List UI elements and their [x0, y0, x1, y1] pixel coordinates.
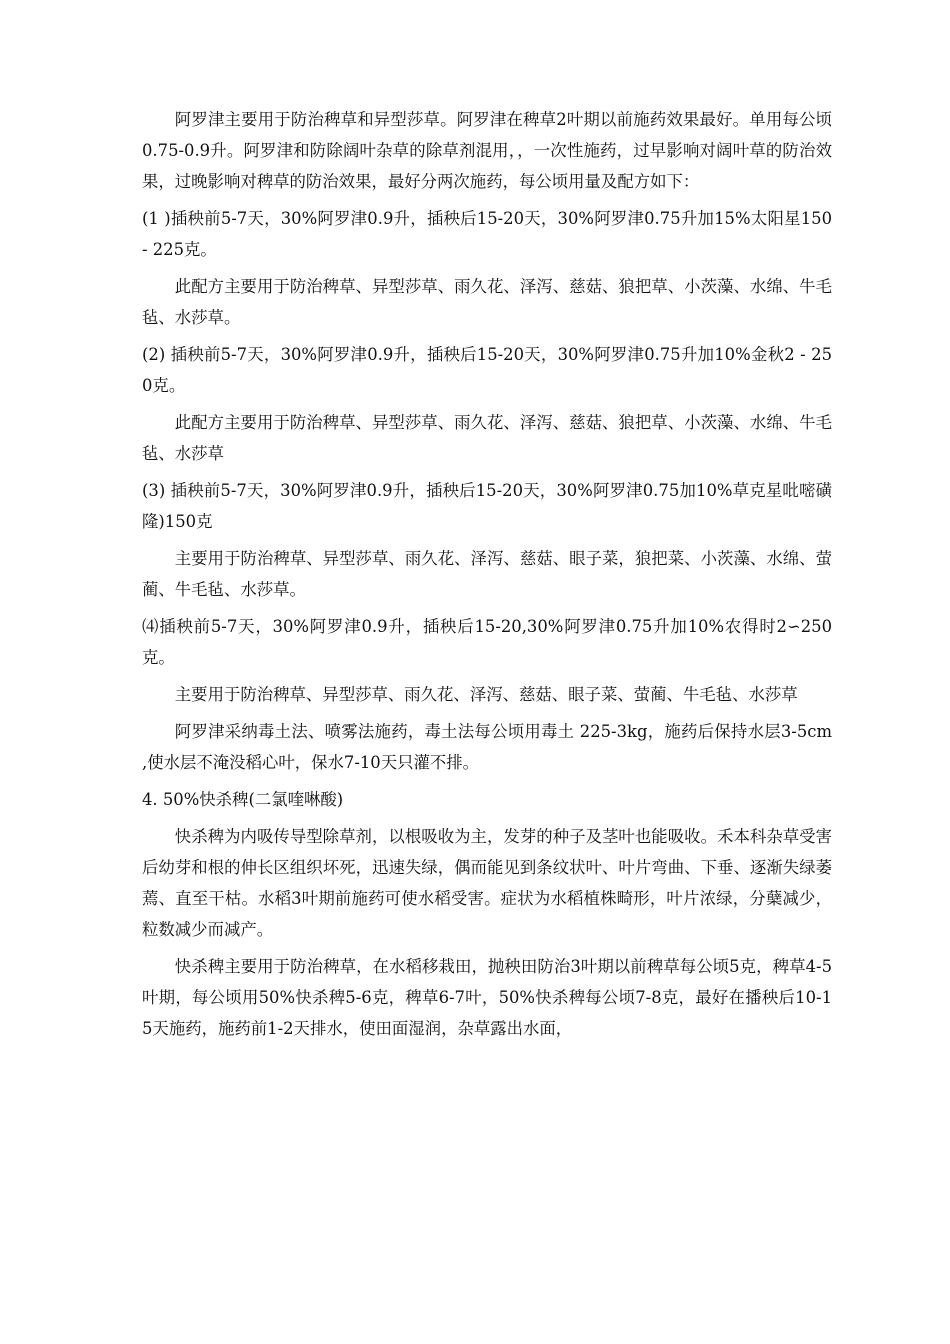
- section-heading-kuaishabai: 4. 50%快杀稗(二氯喹啉酸): [142, 790, 344, 809]
- paragraph-aluojin-usage: 阿罗津主要用于防治稗草和异型莎草。阿罗津在稗草2叶期以前施药效果最好。单用每公顷0.75-0.9升。阿罗津和防除阔叶杂草的除草剂混用，，一次性施药，过早影响对阔叶草的防治效果，过晚影响对稗草的防治效果，最好分两次施药，每公顷用量及配方如下：: [142, 110, 832, 191]
- document-body: [142, 104, 832, 1050]
- paragraph-kuaishabai-mechanism: 快杀稗为内吸传导型除草剂，以根吸收为主，发芽的种子及茎叶也能吸收。禾本科杂草受害后幼芽和根的伸长区组织坏死，迅速失绿，偶而能见到条纹状叶、叶片弯曲、下垂、逐渐失绿萎蔫、直至干枯。水稻3叶期前施药可使水稻受害。症状为水稻植株畸形，叶片浓绿，分蘖减少，粒数减少而减产。: [142, 827, 832, 939]
- formula-2-description: 此配方主要用于防治稗草、异型莎草、雨久花、泽泻、慈菇、狼把草、小茨藻、水绵、牛毛毡、水莎草: [142, 413, 832, 463]
- formula-item-1: (1 )插秧前5-7天，30%阿罗津0.9升，插秧后15-20天，30%阿罗津0.75升加15%太阳星150 - 225克。: [142, 209, 832, 259]
- formula-1-description: 此配方主要用于防治稗草、异型莎草、雨久花、泽泻、慈菇、狼把草、小茨藻、水绵、牛毛毡、水莎草。: [142, 277, 832, 327]
- paragraph-application-method: 阿罗津采纳毒土法、喷雾法施药，毒土法每公顷用毒土 225-3kg，施药后保持水层3-5cm ,使水层不淹没稻心叶，保水7-10天只灌不排。: [142, 722, 832, 772]
- formula-item-2: (2) 插秧前5-7天，30%阿罗津0.9升，插秧后15-20天，30%阿罗津0.75升加10%金秋2 - 250克。: [142, 345, 832, 395]
- formula-3-description: 主要用于防治稗草、异型莎草、雨久花、泽泻、慈菇、眼子菜，狼把菜、小茨藻、水绵、萤蔺、牛毛毡、水莎草。: [142, 549, 832, 599]
- paragraph-kuaishabai-usage: 快杀稗主要用于防治稗草，在水稻移栽田，抛秧田防治3叶期以前稗草每公顷5克，稗草4-5叶期，每公顷用50%快杀稗5-6克，稗草6-7叶，50%快杀稗每公顷7-8克，最好在播秧后10-15天施药，施药前1-2天排水，使田面湿润，杂草露出水面，: [142, 957, 832, 1038]
- formula-item-4: ⑷插秧前5-7天，30%阿罗津0.9升，插秧后15-20,30%阿罗津0.75升加10%农得时2∽250克。: [142, 617, 832, 667]
- formula-4-description: 主要用于防治稗草、异型莎草、雨久花、泽泻、慈菇、眼子菜、萤蔺、牛毛毡、水莎草: [174, 685, 798, 704]
- formula-item-3: (3) 插秧前5-7天，30%阿罗津0.9升，插秧后15-20天，30%阿罗津0.75加10%草克星吡嘧磺隆)150克: [142, 481, 832, 531]
